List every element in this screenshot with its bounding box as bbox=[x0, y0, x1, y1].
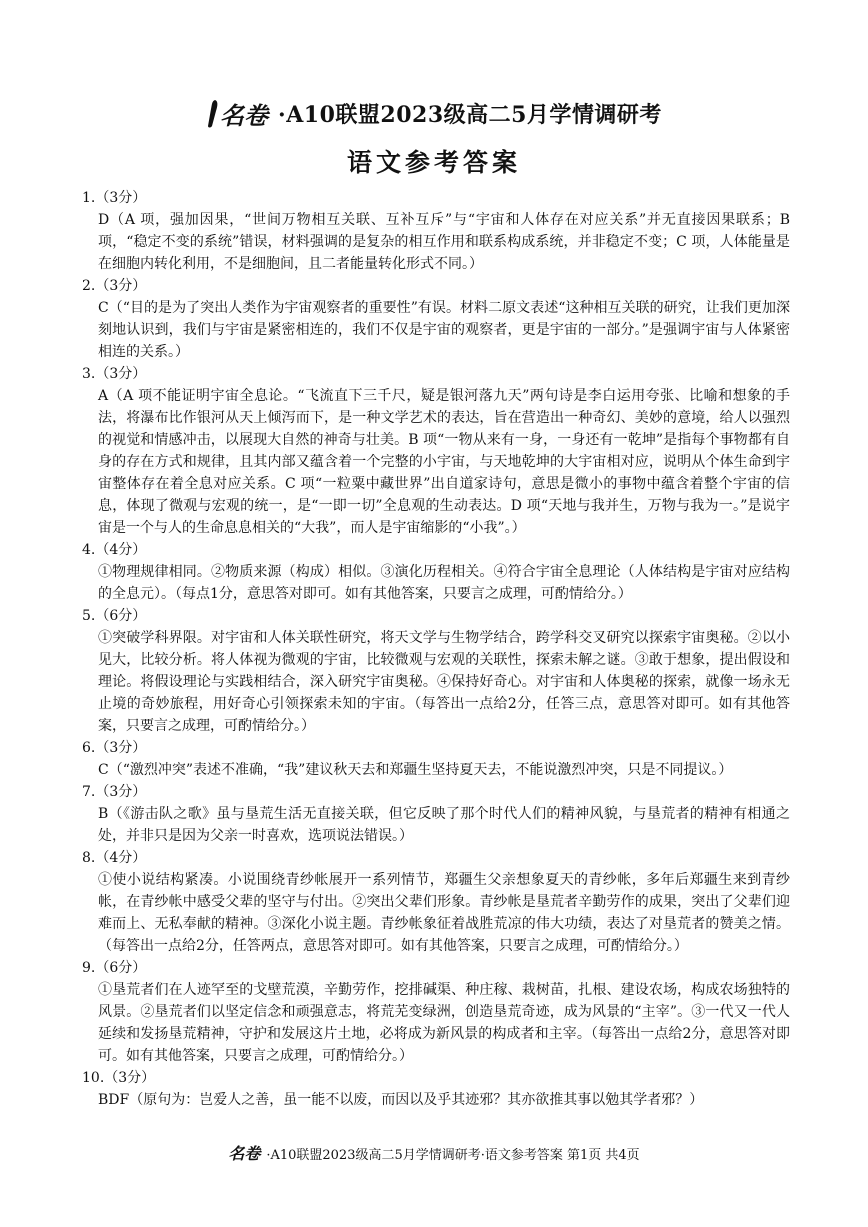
answer-text: B（《游击队之歌》虽与垦荒生活无直接关联，但它反映了那个时代人们的精神风貌，与垦荒者的精神有相通之处，并非只是因为父亲一时喜欢，选项说法错误。） bbox=[98, 806, 790, 844]
question-heading bbox=[82, 363, 790, 385]
question-score: （6分） bbox=[95, 608, 147, 624]
question-heading bbox=[82, 187, 790, 209]
answer-item-3 bbox=[82, 363, 790, 539]
answer-item-7 bbox=[82, 781, 790, 847]
answer-text: C（“激烈冲突”表述不准确，“我”建议秋天去和郑疆生坚持夏天去，不能说激烈冲突，只是不同提议。） bbox=[98, 762, 733, 778]
answer-text: ①垦荒者们在人迹罕至的戈壁荒漠，辛勤劳作，挖排碱渠、种庄稼、栽树苗，扎根、建设农场，构成农场独特的风景。②垦荒者们以坚定信念和顽强意志，将荒芜变绿洲，创造垦荒奇迹，成为风景的“主宰”。③一代又一代人延续和发扬垦荒精神，守护和发展这片土地，必将成为新风景的构成者和主宰。（每答出一点给2分，意思答对即可。如有其他答案，只要言之成理，可酌情给分。） bbox=[98, 982, 790, 1064]
question-score: （3分） bbox=[104, 1070, 156, 1086]
footer-text: ·A10联盟2023级高二5月学情调研考·语文参考答案 第1页 共4页 bbox=[266, 1148, 640, 1163]
question-number: 7. bbox=[82, 784, 96, 800]
answer-item-6 bbox=[82, 737, 790, 781]
answer-item-5 bbox=[82, 605, 790, 737]
question-heading bbox=[82, 847, 790, 869]
answer-item-1 bbox=[82, 187, 790, 275]
brush-stroke-icon bbox=[206, 99, 220, 129]
answer-text: ①物理规律相同。②物质来源（构成）相似。③演化历程相关。④符合宇宙全息理论（人体结构是宇宙对应结构的全息元）。（每点1分，意思答对即可。如有其他答案，只要言之成理，可酌情给分。） bbox=[98, 564, 790, 602]
question-heading bbox=[82, 1067, 790, 1089]
question-score: （3分） bbox=[95, 740, 147, 756]
question-score: （4分） bbox=[95, 542, 147, 558]
answer-text: ①突破学科界限。对宇宙和人体关联性研究，将天文学与生物学结合，跨学科交叉研究以探索宇宙奥秘。②以小见大，比较分析。将人体视为微观的宇宙，比较微观与宏观的关联性，探索未解之谜。③敢于想象，提出假设和理论。将假设理论与实践相结合，深入研究宇宙奥秘。④保持好奇心。对宇宙和人体奥秘的探索，就像一场永无止境的奇妙旅程，用好奇心引领探索未知的宇宙。（每答出一点给2分，任答三点，意思答对即可。如有其他答案，只要言之成理，可酌情给分。） bbox=[98, 630, 790, 734]
question-heading bbox=[82, 605, 790, 627]
question-heading bbox=[82, 781, 790, 803]
question-heading bbox=[82, 957, 790, 979]
question-number: 4. bbox=[82, 542, 96, 558]
title-line bbox=[0, 96, 868, 131]
answer-text: BDF（原句为：岂爱人之善，虽一能不以废，而因以及乎其迹邪？其亦欲推其事以勉其学者邪？） bbox=[98, 1092, 704, 1108]
question-number: 8. bbox=[82, 850, 96, 866]
document-title: ·A10联盟2023级高二5月学情调研考 bbox=[278, 102, 662, 128]
question-number: 6. bbox=[82, 740, 96, 756]
question-number: 1. bbox=[82, 190, 96, 206]
question-number: 3. bbox=[82, 366, 96, 382]
question-heading bbox=[82, 737, 790, 759]
question-heading bbox=[82, 275, 790, 297]
answer-list bbox=[82, 187, 790, 1111]
answer-text: D（A 项，强加因果，“世间万物相互关联、互补互斥”与“宇宙和人体存在对应关系”并无直接因果联系；B 项，“稳定不变的系统”错误，材料强调的是复杂的相互作用和联系构成系统，并非稳定不变；C 项，人体能量是在细胞内转化利用，不是细胞间，且二者能量转化形式不同。） bbox=[98, 212, 790, 272]
question-score: （3分） bbox=[95, 366, 147, 382]
brand-logo bbox=[206, 96, 268, 131]
page-footer bbox=[0, 1141, 868, 1164]
question-number: 10. bbox=[82, 1070, 105, 1086]
footer-logo: 名卷 bbox=[228, 1144, 261, 1163]
document-subtitle: 语文参考答案 bbox=[346, 148, 521, 177]
answer-text: ①使小说结构紧凑。小说围绕青纱帐展开一系列情节，郑疆生父亲想象夏天的青纱帐，多年后郑疆生来到青纱帐，在青纱帐中感受父辈的坚守与付出。②突出父辈们形象。青纱帐是垦荒者辛勤劳作的成果，突出了父辈们迎难而上、无私奉献的精神。③深化小说主题。青纱帐象征着战胜荒凉的伟大功绩，表达了对垦荒者的赞美之情。（每答出一点给2分，任答两点，意思答对即可。如有其他答案，只要言之成理，可酌情给分。） bbox=[98, 872, 790, 954]
question-number: 5. bbox=[82, 608, 96, 624]
logo-text: 名卷 bbox=[220, 101, 269, 130]
answer-item-2 bbox=[82, 275, 790, 363]
question-score: （6分） bbox=[95, 960, 147, 976]
question-score: （3分） bbox=[95, 278, 147, 294]
answer-text: C（“目的是为了突出人类作为宇宙观察者的重要性”有误。材料二原文表述“这种相互关联的研究，让我们更加深刻地认识到，我们与宇宙是紧密相连的，我们不仅是宇宙的观察者，更是宇宙的一部分。”是强调宇宙与人体紧密相连的关系。） bbox=[98, 300, 790, 360]
question-heading bbox=[82, 539, 790, 561]
question-number: 2. bbox=[82, 278, 96, 294]
page-header bbox=[0, 96, 868, 179]
answer-item-10 bbox=[82, 1067, 790, 1111]
question-number: 9. bbox=[82, 960, 96, 976]
question-score: （3分） bbox=[95, 784, 147, 800]
answer-text: A（A 项不能证明宇宙全息论。“飞流直下三千尺，疑是银河落九天”两句诗是李白运用夸张、比喻和想象的手法，将瀑布比作银河从天上倾泻而下，是一种文学艺术的表达，旨在营造出一种奇幻、美妙的意境，给人以强烈的视觉和情感冲击，以展现大自然的神奇与壮美。B 项“一物从来有一身，一身还有一乾坤”是指每个事物都有自身的存在方式和规律，且其内部又蕴含着一个完整的小宇宙，与天地乾坤的大宇宙相对应，说明从个体生命到宇宙整体存在着全息对应关系。C 项“一粒粟中藏世界”出自道家诗句，意思是微小的事物中蕴含着整个宇宙的信息，体现了微观与宏观的统一，是“一即一切”全息观的生动表达。D 项“天地与我并生，万物与我为一。”是说宇宙是一个与人的生命息息相关的“大我”，而人是宇宙缩影的“小我”。） bbox=[98, 388, 790, 536]
answer-item-4 bbox=[82, 539, 790, 605]
answer-item-8 bbox=[82, 847, 790, 957]
answer-item-9 bbox=[82, 957, 790, 1067]
question-score: （4分） bbox=[95, 850, 147, 866]
question-score: （3分） bbox=[95, 190, 147, 206]
